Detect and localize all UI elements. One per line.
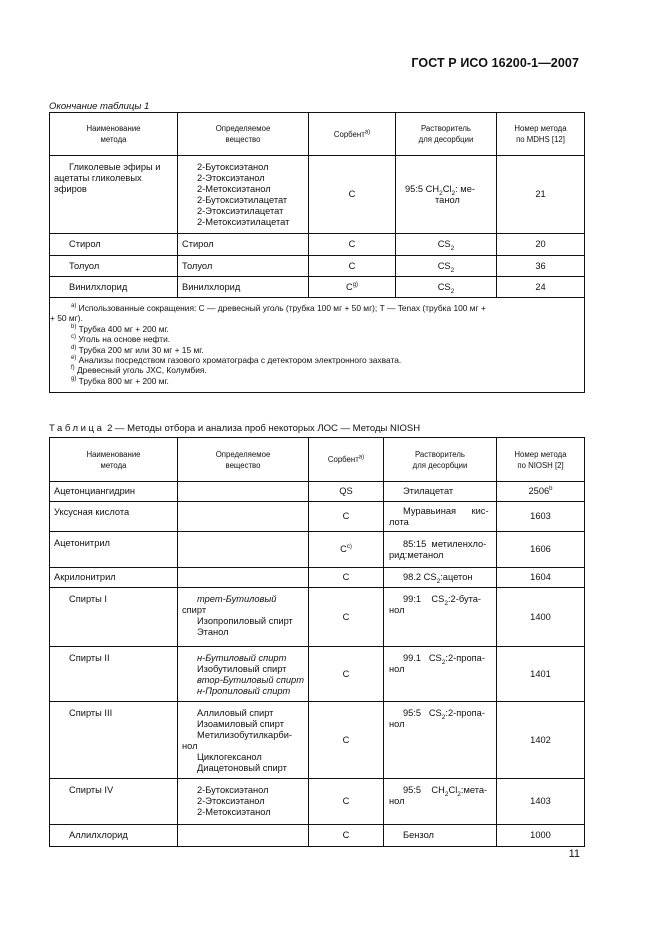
table2-col-name: Наименование метода [50,438,178,482]
table2-caption: Таблица 2 — Методы отбора и анализа проб некоторых ЛОС — Методы NIOSH [49,423,421,434]
sorbent-cell: С [309,502,384,532]
table1-footnotes-row [50,298,585,393]
table-row [50,568,585,588]
method-name: Гликолевые эфиры и ацетаты гликолевых эфиров [50,156,178,234]
method-number: 1000 [497,825,585,847]
method-name: Спирты II [50,647,178,702]
method-number: 24 [497,277,585,298]
sorbent-cell: С [309,156,396,234]
document-header: ГОСТ Р ИСО 16200-1—2007 [411,56,579,70]
substance-cell [178,482,309,502]
footnote: $^{e)}$ Анализы посредством газового хроматографа с детектором электронного захвата. [71,355,402,366]
sorbent-cell: С [309,825,384,847]
substance-cell [178,502,309,532]
table-row [50,532,585,568]
table2 [49,437,585,847]
table-row [50,825,585,847]
solvent-cell: 95:5 $CS_2:2-пропа-$ нол [384,702,497,779]
substance-cell [178,825,309,847]
substance-cell: Стирол [178,234,309,256]
sorbent-cell: С [309,702,384,779]
footnote: $^{g)}$ Трубка 800 мг + 200 мг. [71,375,169,386]
method-name: Спирты III [50,702,178,779]
solvent-cell: 99.1 $CS_2:2-пропа-$ нол [384,647,497,702]
sorbent-cell: С [309,568,384,588]
method-number: 1401 [497,647,585,702]
solvent-cell: $CS_2$ [396,256,497,277]
table-row [50,779,585,825]
table2-header-row [50,438,585,482]
sorbent-cell: С [309,256,396,277]
table-row [50,234,585,256]
table1-col-method-no: Номер метода по MDHS [12] [497,113,585,156]
table1-col-sorbent: Сорбент$^{а)}$ [309,113,396,156]
solvent-cell: 95:5 $CH_2Cl_2$: ме- танол [396,156,497,234]
method-number: 1403 [497,779,585,825]
method-name: Винилхлорид [50,277,178,298]
method-name: Спирты I [50,588,178,647]
substance-list: 2-Бутоксиэтанол 2-Этоксиэтанол 2-Метоксиэтанол [178,779,309,825]
sorbent-cell: $С^{g)}$ [309,277,396,298]
table1-footnotes [50,298,585,393]
table2-col-method-no: Номер метода по NIOSH [2] [497,438,585,482]
table2-col-substance: Определяемое вещество [178,438,309,482]
method-number: 1400 [497,588,585,647]
footnote: $^{a)}$ Использованные сокращения: С — древесный уголь (трубка 100 мг + 50 мг); Т — Tenax (трубка 100 мг + [71,303,486,313]
method-number: 1603 [497,502,585,532]
method-number: 20 [497,234,585,256]
table1-col-name: Наименование метода [50,113,178,156]
substance-list: трет-Бутиловый спирт Изопропиловый спирт Этанол [178,588,309,647]
footnote: $^{f)}$ Древесный уголь JXC, Колумбия. [71,365,207,376]
sorbent-cell: $С^{c)}$ [309,532,384,568]
method-name: Толуол [50,256,178,277]
sorbent-cell: С [309,779,384,825]
solvent-cell: 99:1 $CS_2:2-бута-$ нол [384,588,497,647]
footnote: $^{d)}$ Трубка 200 мг или 30 мг + 15 мг. [71,344,204,355]
sorbent-cell: С [309,234,396,256]
solvent-cell: $CS_2$ [396,234,497,256]
solvent-cell: Этилацетат [384,482,497,502]
table-row [50,702,585,779]
substance-list: Аллиловый спирт Изоамиловый спирт Метилизобутилкарби- нол Циклогексанол Диацетоновый спирт [178,702,309,779]
footnote: $^{c)}$ Уголь на основе нефти. [71,334,171,345]
method-name: Ацетонциангидрин [50,482,178,502]
solvent-cell: 98.2 $CS_2:ацетон$ [384,568,497,588]
method-name: Стирол [50,234,178,256]
substance-cell [178,532,309,568]
method-number: 21 [497,156,585,234]
table1 [49,112,585,393]
footnote-continuation: + 50 мг). [50,313,83,324]
table-row [50,647,585,702]
method-name: Акрилонитрил [50,568,178,588]
table1-caption: Окончание таблицы 1 [49,101,150,112]
method-number: 2506$^b$ [497,482,585,502]
table1-header-row [50,113,585,156]
substance-list: 2-Бутоксиэтанол 2-Этоксиэтанол 2-Метоксиэтанол 2-Бутоксиэтилацетат 2-Этоксиэтилацетат 2-Метоксиэтилацетат [178,156,309,234]
solvent-cell: 95:5 $CH_2Cl_2:мета-$ нол [384,779,497,825]
solvent-cell: Бензол [384,825,497,847]
table1-col-solvent: Растворитель для десорбции [396,113,497,156]
table-row [50,482,585,502]
solvent-cell: Муравьиная кис- лота [384,502,497,532]
table-row [50,256,585,277]
substance-cell: Толуол [178,256,309,277]
table-row [50,502,585,532]
table2-col-solvent: Растворитель для десорбции [384,438,497,482]
method-number: 36 [497,256,585,277]
table-row [50,277,585,298]
method-number: 1604 [497,568,585,588]
method-number: 1402 [497,702,585,779]
method-name: Ацетонитрил [50,532,178,568]
table-row [50,588,585,647]
method-name: Спирты IV [50,779,178,825]
substance-cell: Винилхлорид [178,277,309,298]
substance-cell [178,568,309,588]
method-name: Аллилхлорид [50,825,178,847]
page-number: 11 [568,848,580,860]
sorbent-cell: QS [309,482,384,502]
sorbent-cell: С [309,588,384,647]
sorbent-cell: С [309,647,384,702]
method-name: Уксусная кислота [50,502,178,532]
solvent-cell: $CS_2$ [396,277,497,298]
method-number: 1606 [497,532,585,568]
substance-list: н-Бутиловый спирт Изобутиловый спирт втор-Бутиловый спирт н-Пропиловый спирт [178,647,309,702]
table1-col-substance: Определяемое вещество [178,113,309,156]
solvent-cell: 85:15 метиленхло- рид:метанол [384,532,497,568]
table-row [50,156,585,234]
footnote: $^{b)}$ Трубка 400 мг + 200 мг. [71,323,169,334]
table2-col-sorbent: Сорбент$^{а)}$ [309,438,384,482]
